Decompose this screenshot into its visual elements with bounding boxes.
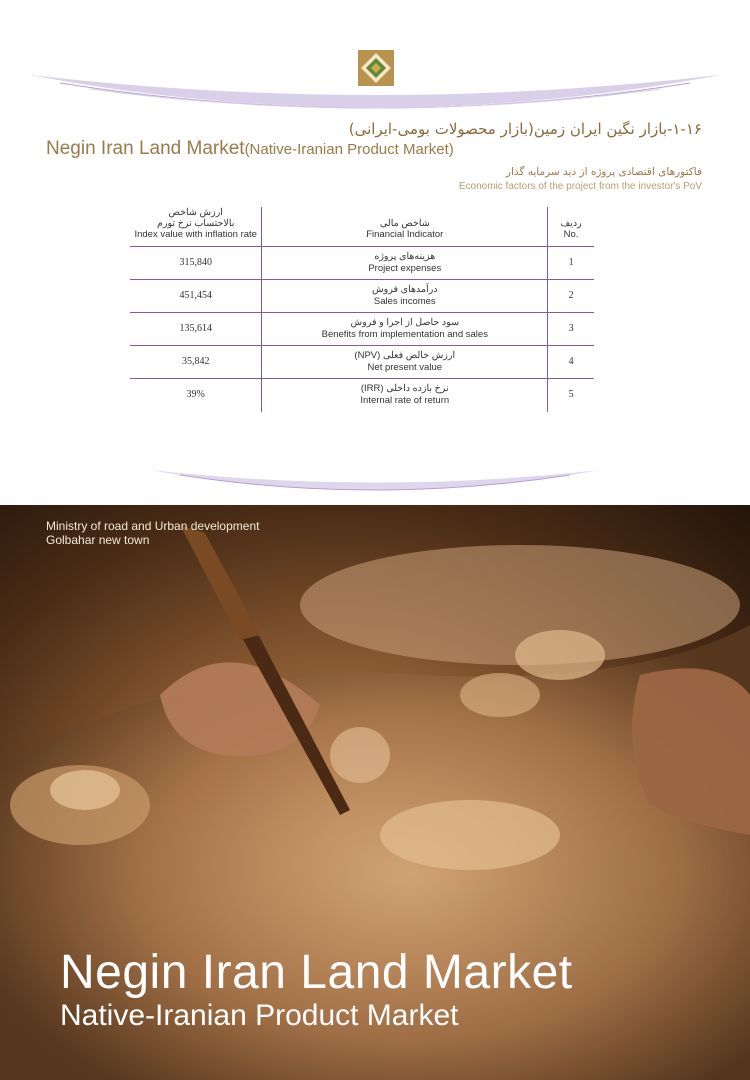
header-value-fa-2: بالاحتساب نرخ تورم (157, 218, 235, 229)
table-row (130, 280, 594, 313)
header-indicator-en: Financial Indicator (366, 229, 444, 240)
header-indicator (262, 207, 548, 247)
page-title-en-sub: (Native-Iranian Product Market) (244, 141, 454, 158)
row-indicator (262, 280, 548, 313)
row-number: 1 (548, 247, 594, 280)
row-indicator (262, 247, 548, 280)
header-no-en: No. (563, 229, 579, 240)
row-indicator (262, 313, 548, 346)
page-title-en-main: Negin Iran Land Market (46, 138, 245, 159)
table-header-row (130, 207, 594, 247)
header-indicator-fa: شاخص مالی (379, 218, 430, 229)
emblem-icon (358, 50, 394, 86)
row-indicator-en: Sales incomes (373, 296, 436, 307)
row-value: 315,840 (130, 247, 262, 280)
ministry-caption (46, 519, 259, 547)
financial-table (130, 207, 594, 412)
wood-carving-photo (0, 505, 750, 1080)
row-number: 2 (548, 280, 594, 313)
header-value-fa-1: ارزش شاخص (168, 207, 223, 218)
header-no (548, 207, 594, 247)
row-number: 3 (548, 313, 594, 346)
row-indicator-fa: هزینه‌های پروژه (374, 251, 436, 262)
row-value: 451,454 (130, 280, 262, 313)
hero-title: Negin Iran Land Market (60, 946, 573, 999)
top-panel (0, 0, 750, 505)
hero-subtitle: Native-Iranian Product Market (60, 999, 459, 1032)
row-number: 5 (548, 379, 594, 412)
table-row (130, 379, 594, 412)
ministry-line-1: Ministry of road and Urban development (46, 519, 260, 533)
section-heading-en: Economic factors of the project from the investor's PoV (458, 181, 702, 192)
row-value: 35,842 (130, 346, 262, 379)
section-heading-fa: فاکتورهای اقتصادی پروژه از دید سرمایه گذار (505, 166, 702, 178)
header-value-en: Index value with inflation rate (134, 229, 257, 240)
row-indicator-fa: سود حاصل از اجرا و فروش (350, 317, 460, 328)
row-indicator-en: Internal rate of return (360, 395, 450, 407)
row-indicator-en: Project expenses (368, 263, 442, 274)
ministry-line-2: Golbahar new town (46, 533, 150, 547)
row-value: 39% (130, 379, 262, 412)
decorative-swoosh-bottom (0, 455, 750, 505)
row-indicator-fa: نرخ بازده داخلی (IRR) (360, 383, 449, 395)
header-value (130, 207, 262, 247)
page-title-fa: ۱-۱۶-بازار نگین ایران زمین(بازار محصولات بومی-ایرانی) (348, 120, 702, 138)
row-indicator-fa: درآمدهای فروش (372, 284, 438, 295)
page-title-en (46, 138, 454, 160)
row-indicator-en: Benefits from implementation and sales (321, 329, 488, 340)
row-indicator (262, 346, 548, 379)
table-row (130, 313, 594, 346)
table-row (130, 346, 594, 379)
row-number: 4 (548, 346, 594, 379)
row-indicator-en: Net present value (367, 362, 443, 373)
row-indicator-fa: ارزش خالص فعلی (NPV) (354, 350, 456, 361)
header-no-fa: ردیف (560, 218, 582, 229)
row-value: 135,614 (130, 313, 262, 346)
table-row (130, 247, 594, 280)
row-indicator (262, 379, 548, 412)
